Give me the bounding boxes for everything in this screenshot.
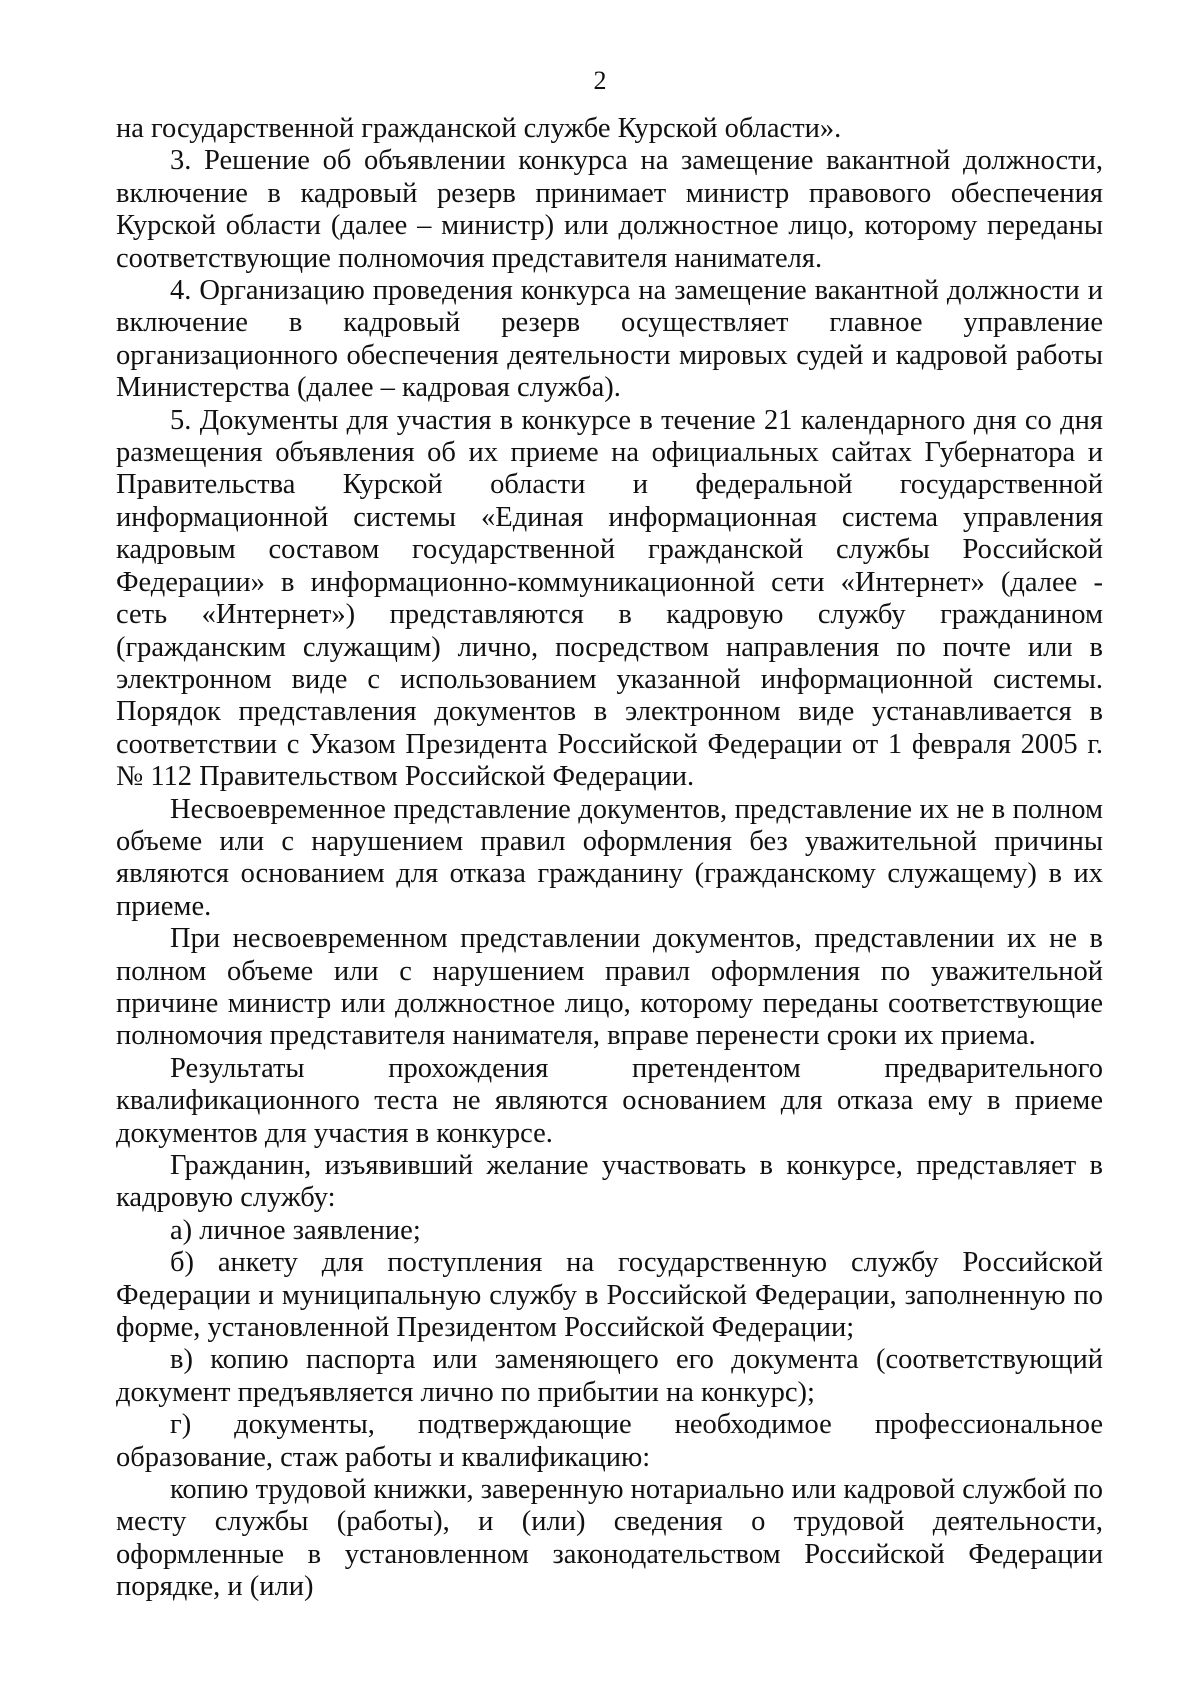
list-item-a: а) личное заявление; [170,1214,421,1246]
paragraph-1: на государственной гражданской службе Курской области». [116,113,842,144]
paragraph-5: Несвоевременное представление документов, представление их не в полном объеме или с нарушением правил оформления без уважительной причины являются основанием для отказа гражданину (гражданскому служащему) в их приеме. [116,793,1103,922]
paragraph-3: 4. Организацию проведения конкурса на замещение вакантной должности и включение в кадровый резерв осуществляет главное управление организационного обеспечения деятельности мировых судей и кадровой работы Министерства (далее – кадровая служба). [116,275,1103,404]
paragraph-6: При несвоевременном представлении документов, представлении их не в полном объеме или с нарушением правил оформления по уважительной причине министр или должностное лицо, которому переданы соответствующие полномочия представителя нанимателя, вправе перенести сроки их приема. [116,923,1103,1052]
paragraph-7: Результаты прохождения претендентом предварительного квалификационного теста не являются основанием для отказа ему в приеме документов для участия в конкурсе. [116,1052,1103,1149]
list-item-b: б) анкету для поступления на государственную службу Российской Федерации и муниципальную службу в Российской Федерации, заполненную по форме, установленной Президентом Российской Федерации; [116,1247,1103,1344]
paragraph-8: Гражданин, изъявивший желание участвовать в конкурсе, представляет в кадровую службу: [116,1150,1103,1214]
list-item-v: в) копию паспорта или заменяющего его документа (соответствующий документ предъявляется лично по прибытии на конкурс); [116,1344,1103,1408]
paragraph-13: копию трудовой книжки, заверенную нотариально или кадровой службой по месту службы (работы), и (или) сведения о трудовой деятельности, оформленные в установленном законодательством Российской Федерации порядке, и (или) [116,1474,1103,1603]
paragraph-4: 5. Документы для участия в конкурсе в течение 21 календарного дня со дня размещения объявления об их приеме на официальных сайтах Губернатора и Правительства Курской области и федеральной государственной информационной системы «Единая информационная система управления кадровым составом государственной гражданской службы Российской Федерации» в информационно-коммуникационной сети «Интернет» (далее - сеть «Интернет») представляются в кадровую службу гражданином (гражданским служащим) лично, посредством направления по почте или в электронном виде с использованием указанной информационной системы. Порядок представления документов в электронном виде устанавливается в соответствии с Указом Президента Российской Федерации от 1 февраля 2005 г. № 112 Правительством Российской Федерации. [116,404,1103,793]
document-body [116,113,1103,1604]
paragraph-2: 3. Решение об объявлении конкурса на замещение вакантной должности, включение в кадровый резерв принимает министр правового обеспечения Курской области (далее – министр) или должностное лицо, которому переданы соответствующие полномочия представителя нанимателя. [116,145,1103,274]
list-item-g: г) документы, подтверждающие необходимое профессиональное образование, стаж работы и квалификацию: [116,1409,1103,1473]
page-number: 2 [593,66,607,95]
